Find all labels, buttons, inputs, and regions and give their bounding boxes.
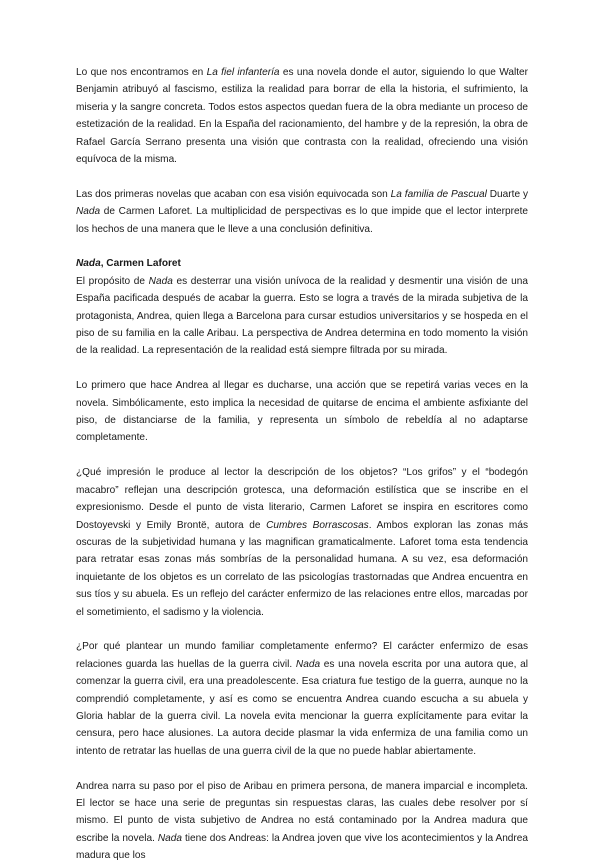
italic-title-nada: Nada xyxy=(148,275,173,287)
paragraph-ducharse xyxy=(76,377,528,447)
text-run: . Ambos exploran las zonas más oscuras de la subjetividad humana y las magnifican gramaticalmente. Laforet toma esta tendencia para retratar esas zonas más sombrías de la personalidad humana. A su vez, esa deformación inquietante de los objetos es un correlato de las psicologías trastornadas que Andrea encuentra en sus tíos y su abuela. Es un reflejo del carácter enfermizo de las relaciones entre ellos, marcadas por el sometimiento, el sadismo y la violencia. xyxy=(76,519,528,618)
text-run: Las dos primeras novelas que acaban con esa visión equivocada son xyxy=(76,188,391,200)
text-run: es desterrar una visión unívoca de la realidad y desmentir una visión de una España pacificada después de acabar la guerra. Esto se logra a través de la mirada subjetiva de la protagonista, Andrea, quien llega a Barcelona para cursar estudios universitarios y se hospeda en el piso de su familia en la calle Aribau. La perspectiva de Andrea determina en todo momento la visión de la realidad. La representación de la realidad está siempre filtrada por su mirada. xyxy=(76,275,529,357)
italic-title-nada: Nada xyxy=(295,658,321,670)
text-run: ¿Por qué plantear un mundo familiar completamente enfermo? El carácter enfermizo de esas relaciones guarda las huellas de la guerra civil. xyxy=(76,641,528,670)
text-run: Duarte y xyxy=(486,188,529,200)
text-run: El propósito de xyxy=(76,275,149,287)
italic-title-cumbres-borrascosas: Cumbres Borrascosas xyxy=(266,519,369,531)
text-run: Lo primero que hace Andrea al llegar es ducharse, una acción que se repetirá varias veces en la novela. Simbólicamente, esto implica la necesidad de quitarse de encima el ambiente asfixiante del piso, de distanciarse de la familia, y representa un símbolo de rebeldía al no adaptarse completamente. xyxy=(76,380,528,444)
text-run: de Carmen Laforet. La multiplicidad de perspectivas es lo que impide que el lector interprete los hechos de una manera que le lleve a una conclusión definitiva. xyxy=(76,206,528,235)
italic-title-fiel-infanteria: La fiel infantería xyxy=(206,67,280,78)
text-run: tiene dos Andreas: la Andrea joven que vive los acontecimientos y la Andrea madura que los xyxy=(76,832,529,862)
text-run: es una novela escrita por una autora que, al comenzar la guerra civil, era una preadolescente. Esa criatura fue testigo de la guerra, aunque no la comprendió completamente, y así es como se encuentra Andrea cuando escucha a su abuela y Gloria hablar de la guerra civil. La novela evita mencionar la guerra explícitamente para evitar la censura, pero hace alusiones. La autora decide plasmar la vida enfermiza de una familia como un intento de retratar las huellas de una guerra civil de la que no puede hablar abiertamente. xyxy=(76,658,529,757)
text-run: es una novela donde el autor, siguiendo lo que Walter Benjamin atribuyó al fascismo, estiliza la realidad para borrar de ella la historia, el sufrimiento, la miseria y la sangre concreta. Todos estos aspectos quedan fuera de la obra mediante un proceso de estetización de la realidad. En la España del racionamiento, del hambre y de la represión, la obra de Rafael García Serrano presenta una visión que contrasta con la realidad, ofreciendo una visión equívoca de la misma. xyxy=(76,67,528,166)
paragraph-proposito-nada xyxy=(76,273,528,360)
paragraph-fiel-infanteria xyxy=(76,64,528,168)
heading-author: , Carmen Laforet xyxy=(100,258,181,270)
text-run: ¿Qué impresión le produce al lector la descripción de los objetos? “Los grifos” y el “bodegón macabro” reflejan una descripción grotesca, una deformación estilística que se inscribe en el expresionismo. Desde el punto de vista literario, Carmen Laforet se inspira en escritores como Dostoyevski y Emily Brontë, autora de xyxy=(76,467,528,531)
section-heading xyxy=(76,255,528,272)
heading-title-nada: Nada xyxy=(76,258,101,270)
text-run: Andrea narra su paso por el piso de Aribau en primera persona, de manera imparcial e incompleta. El lector se hace una serie de preguntas sin respuestas claras, las cuales debe resolver por sí mismo. El punto de vista subjetivo de Andrea no está contaminado por la Andrea madura que escribe la novela. xyxy=(76,780,528,844)
italic-title-nada: Nada xyxy=(157,832,182,844)
italic-title-nada: Nada xyxy=(76,206,101,218)
italic-title-familia-pascual: La familia de Pascual xyxy=(390,188,487,200)
text-run: Lo que nos encontramos en xyxy=(76,67,207,78)
paragraph-objetos xyxy=(76,464,528,621)
paragraph-mundo-enfermo xyxy=(76,638,528,760)
paragraph-dos-primeras-novelas xyxy=(76,186,528,238)
paragraph-andrea-narra xyxy=(76,778,528,865)
document-page xyxy=(76,64,528,865)
